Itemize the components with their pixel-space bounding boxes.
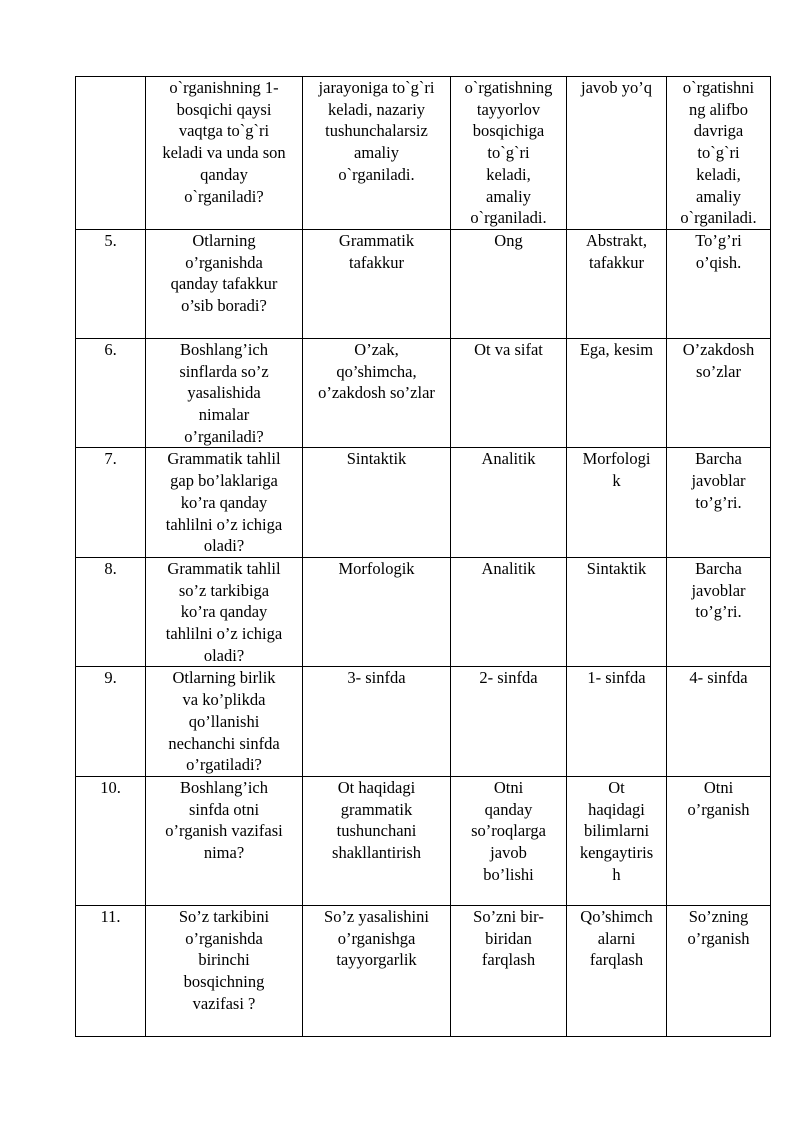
table-row [76, 667, 771, 777]
table-row [76, 338, 771, 448]
option-c-cell: javob yo’q [567, 77, 667, 230]
row-number: 7. [76, 448, 146, 558]
option-c-cell: Sintaktik [567, 557, 667, 667]
option-a-cell: jarayoniga to`g`ri keladi, nazariy tushunchalarsiz amaliy o`rganiladi. [303, 77, 451, 230]
question-cell: Boshlang’ich sinflarda so’z yasalishida nimalar o’rganiladi? [146, 338, 303, 448]
option-c-cell: Abstrakt, tafakkur [567, 229, 667, 338]
row-number: 8. [76, 557, 146, 667]
table-row [76, 776, 771, 905]
option-b-cell: Ong [451, 229, 567, 338]
option-d-cell: o`rgatishni ng alifbo davriga to`g`ri keladi, amaliy o`rganiladi. [667, 77, 771, 230]
option-a-cell: O’zak, qo’shimcha, o’zakdosh so’zlar [303, 338, 451, 448]
question-cell: Otlarning birlik va ko’plikda qo’llanishi nechanchi sinfda o’rgatiladi? [146, 667, 303, 777]
option-b-cell: Ot va sifat [451, 338, 567, 448]
option-a-cell: 3- sinfda [303, 667, 451, 777]
option-d-cell: Barcha javoblar to’g’ri. [667, 448, 771, 558]
table-row [76, 557, 771, 667]
row-number [76, 77, 146, 230]
row-number: 6. [76, 338, 146, 448]
option-b-cell: Otni qanday so’roqlarga javob bo’lishi [451, 776, 567, 905]
option-d-cell: To’g’ri o’qish. [667, 229, 771, 338]
option-c-cell: Morfologi k [567, 448, 667, 558]
option-d-cell: So’zning o’rganish [667, 905, 771, 1036]
option-b-cell: Analitik [451, 557, 567, 667]
option-c-cell: Ega, kesim [567, 338, 667, 448]
option-a-cell: Grammatik tafakkur [303, 229, 451, 338]
table-row [76, 448, 771, 558]
table-row [76, 77, 771, 230]
option-d-cell: Barcha javoblar to’g’ri. [667, 557, 771, 667]
option-b-cell: So’zni bir- biridan farqlash [451, 905, 567, 1036]
question-cell: So’z tarkibini o’rganishda birinchi bosqichning vazifasi ? [146, 905, 303, 1036]
table-row [76, 905, 771, 1036]
option-b-cell: 2- sinfda [451, 667, 567, 777]
option-a-cell: So’z yasalishini o’rganishga tayyorgarlik [303, 905, 451, 1036]
question-cell: o`rganishning 1- bosqichi qaysi vaqtga to`g`ri keladi va unda son qanday o`rganiladi? [146, 77, 303, 230]
option-c-cell: Ot haqidagi bilimlarni kengaytiris h [567, 776, 667, 905]
option-d-cell: Otni o’rganish [667, 776, 771, 905]
questions-table [75, 76, 771, 1037]
row-number: 11. [76, 905, 146, 1036]
row-number: 10. [76, 776, 146, 905]
question-cell: Boshlang’ich sinfda otni o’rganish vazifasi nima? [146, 776, 303, 905]
option-b-cell: o`rgatishning tayyorlov bosqichiga to`g`ri keladi, amaliy o`rganiladi. [451, 77, 567, 230]
row-number: 9. [76, 667, 146, 777]
option-d-cell: 4- sinfda [667, 667, 771, 777]
option-b-cell: Analitik [451, 448, 567, 558]
row-number: 5. [76, 229, 146, 338]
option-a-cell: Sintaktik [303, 448, 451, 558]
option-c-cell: Qo’shimch alarni farqlash [567, 905, 667, 1036]
option-a-cell: Ot haqidagi grammatik tushunchani shakllantirish [303, 776, 451, 905]
option-a-cell: Morfologik [303, 557, 451, 667]
table-row [76, 229, 771, 338]
question-cell: Otlarning o’rganishda qanday tafakkur o’sib boradi? [146, 229, 303, 338]
question-cell: Grammatik tahlil gap bo’laklariga ko’ra qanday tahlilni o’z ichiga oladi? [146, 448, 303, 558]
option-c-cell: 1- sinfda [567, 667, 667, 777]
option-d-cell: O’zakdosh so’zlar [667, 338, 771, 448]
question-cell: Grammatik tahlil so’z tarkibiga ko’ra qanday tahlilni o’z ichiga oladi? [146, 557, 303, 667]
